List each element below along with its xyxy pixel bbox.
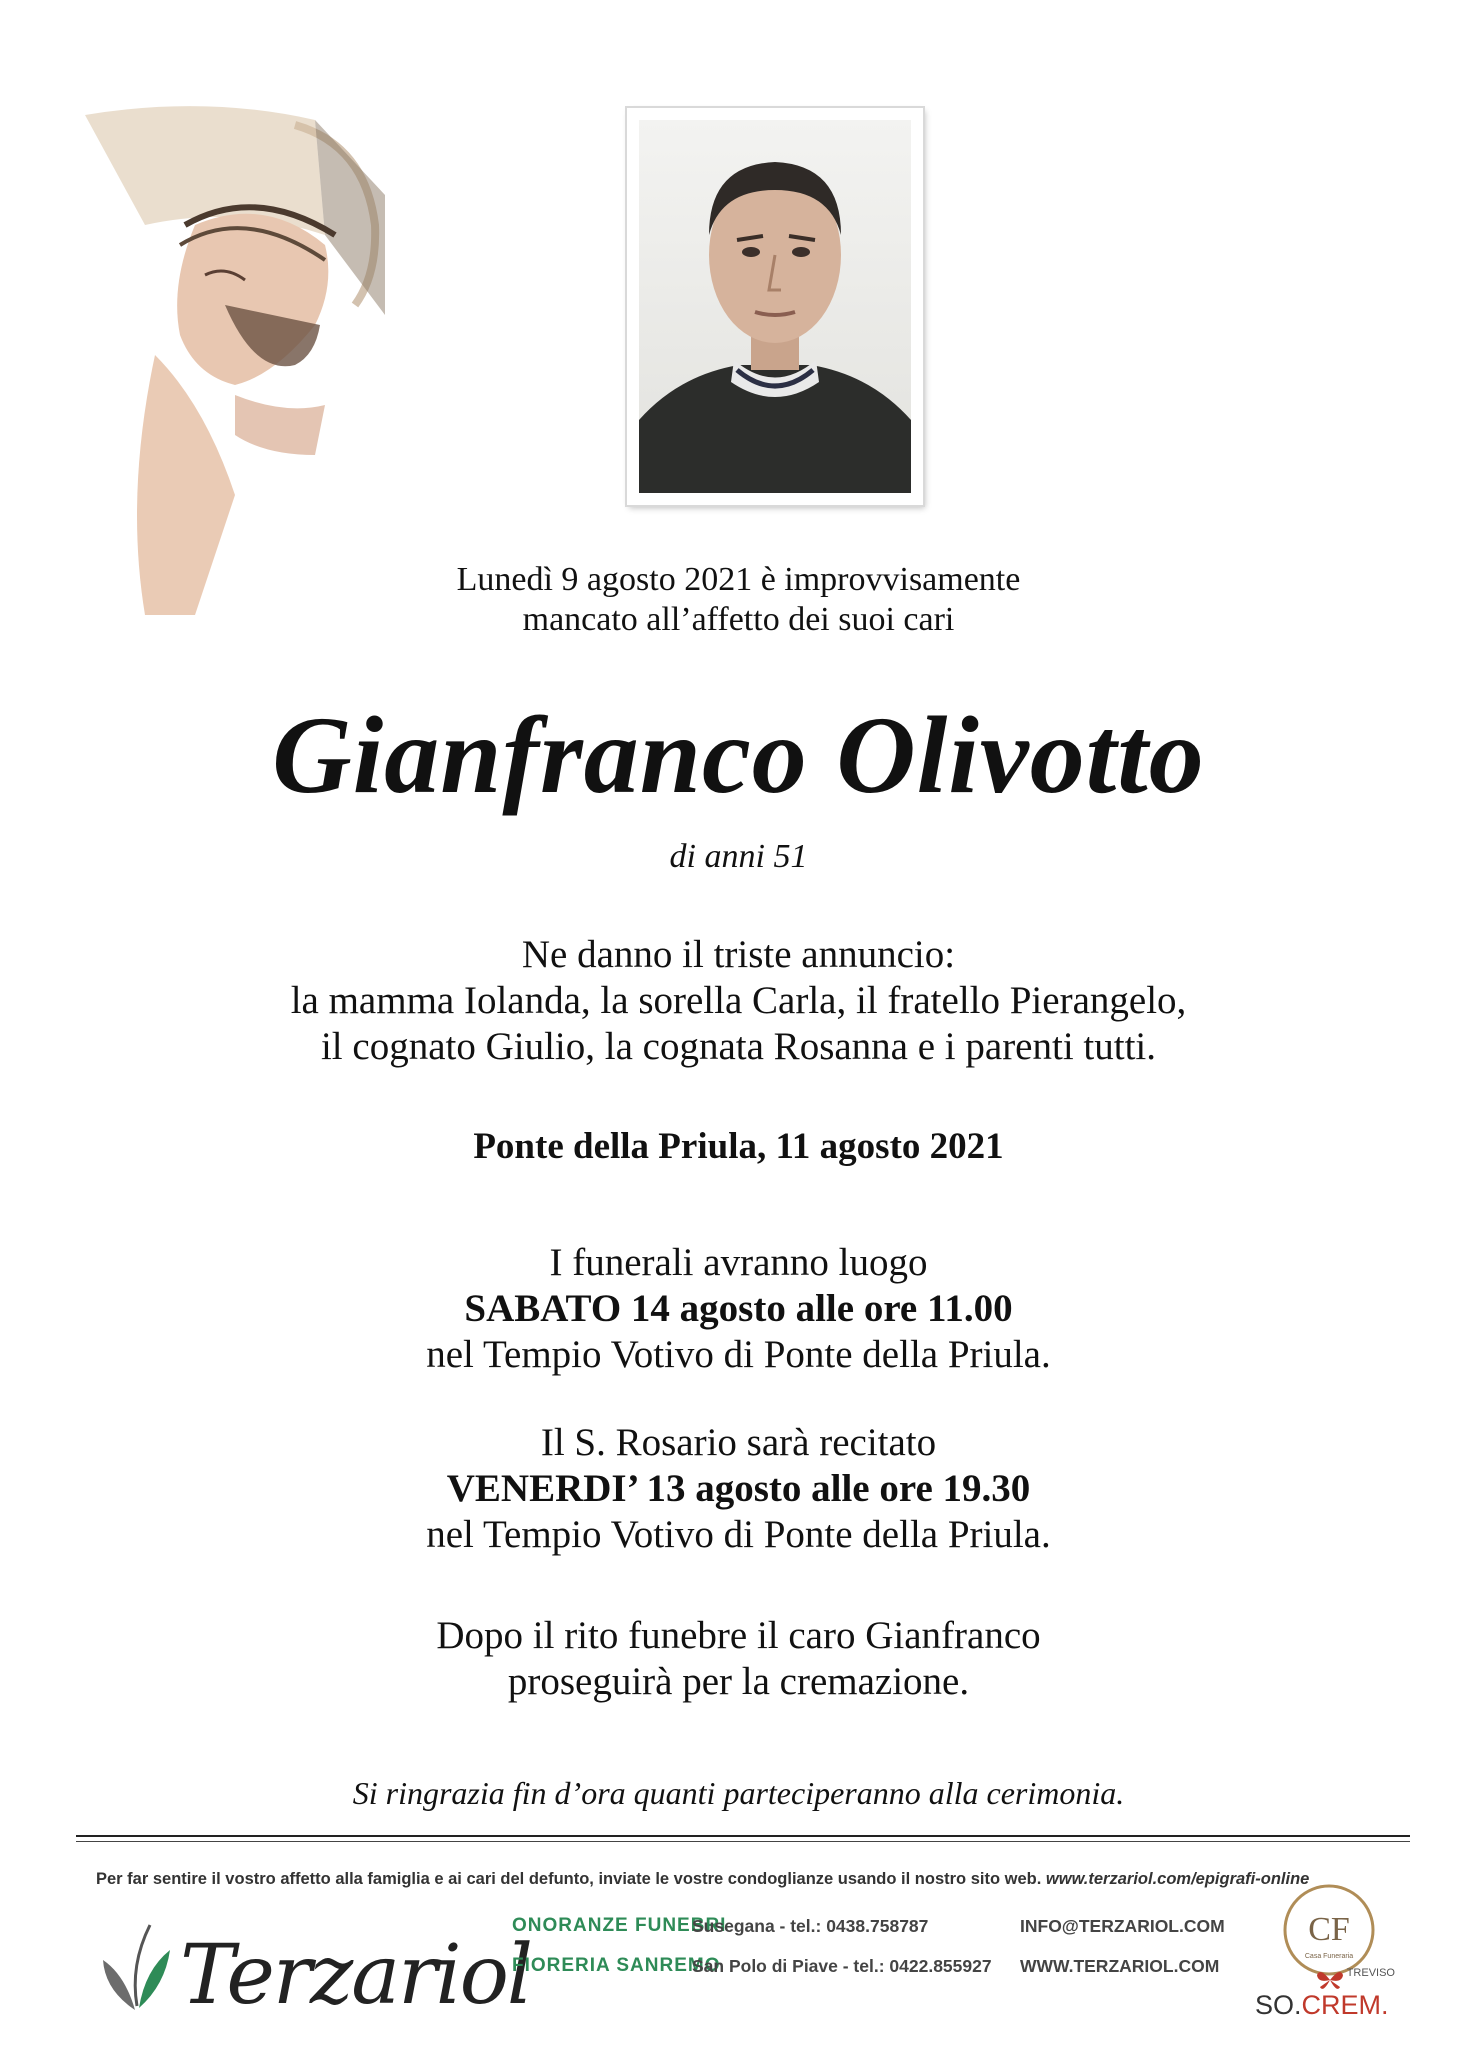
condolences-link[interactable]: www.terzariol.com/epigrafi-online: [1045, 1870, 1310, 1888]
phone-susegana[interactable]: Susegana - tel.: 0438.758787: [692, 1916, 929, 1936]
intro-line-2: mancato all’affetto dei suoi cari: [522, 601, 955, 638]
deceased-age: di anni 51: [669, 838, 808, 875]
leaf-logo-icon: [95, 1920, 177, 2016]
website-link[interactable]: WWW.TERZARIOL.COM: [1020, 1956, 1220, 1976]
socrem-suffix: CREM.: [1301, 1990, 1389, 2020]
funeral-location: nel Tempio Votivo di Ponte della Priula.: [426, 1333, 1051, 1376]
socrem-city: TREVISO: [1346, 1967, 1395, 1979]
condolences-text: Per far sentire il vostro affetto alla famiglia e ai cari del defunto, inviate le vostre condoglianze usando il nostro sito web.: [96, 1870, 1042, 1888]
deceased-photo: [627, 108, 923, 505]
announcement: [0, 932, 1477, 1070]
thanks-note: Si ringrazia fin d’ora quanti parteciperanno alla cerimonia.: [352, 1775, 1125, 1811]
deceased-name: Gianfranco Olivotto: [272, 694, 1205, 816]
crucifix-illustration: [85, 75, 385, 615]
footer-divider: [76, 1835, 1410, 1837]
announcement-line-1: Ne danno il triste annuncio:: [521, 933, 956, 976]
socrem-wordmark: [1255, 1990, 1389, 2021]
cf-logo-icon: [1281, 1882, 1377, 1978]
service-flowers: FIORERIA SANREMO: [512, 1955, 721, 1976]
condolences-note: [96, 1870, 1309, 1889]
rosary-info: [0, 1420, 1477, 1558]
rosary-location: nel Tempio Votivo di Ponte della Priula.: [426, 1513, 1051, 1556]
service-funeral: ONORANZE FUNEBRI: [512, 1915, 727, 1936]
socrem-prefix: SO.: [1255, 1990, 1302, 2020]
terzariol-logo-text: Terzariol: [180, 1928, 532, 2023]
funeral-info: [0, 1240, 1477, 1378]
phone-san-polo[interactable]: San Polo di Piave - tel.: 0422.855927: [692, 1956, 992, 1976]
cremation-info: [0, 1613, 1477, 1705]
cf-logo-letters: CF: [1308, 1911, 1350, 1948]
intro-text: [0, 560, 1477, 640]
rosary-line-1: Il S. Rosario sarà recitato: [540, 1421, 937, 1464]
email-link[interactable]: INFO@TERZARIOL.COM: [1020, 1916, 1225, 1936]
announcement-line-3: il cognato Giulio, la cognata Rosanna e i parenti tutti.: [320, 1025, 1157, 1068]
cremation-line-2: proseguirà per la cremazione.: [507, 1660, 970, 1703]
intro-line-1: Lunedì 9 agosto 2021 è improvvisamente: [456, 561, 1021, 598]
rosary-datetime: VENERDI’ 13 agosto alle ore 19.30: [446, 1467, 1031, 1510]
cremation-line-1: Dopo il rito funebre il caro Gianfranco: [436, 1614, 1041, 1657]
footer-divider-thin: [76, 1841, 1410, 1842]
place-date: Ponte della Priula, 11 agosto 2021: [473, 1126, 1004, 1167]
cf-logo-caption: Casa Funeraria: [1304, 1953, 1354, 1960]
funeral-line-1: I funerali avranno luogo: [549, 1241, 928, 1284]
announcement-line-2: la mamma Iolanda, la sorella Carla, il fratello Pierangelo,: [290, 979, 1187, 1022]
socrem-logo: [1255, 1965, 1405, 2025]
funeral-datetime: SABATO 14 agosto alle ore 11.00: [464, 1287, 1013, 1330]
portrait-image: [639, 120, 911, 493]
